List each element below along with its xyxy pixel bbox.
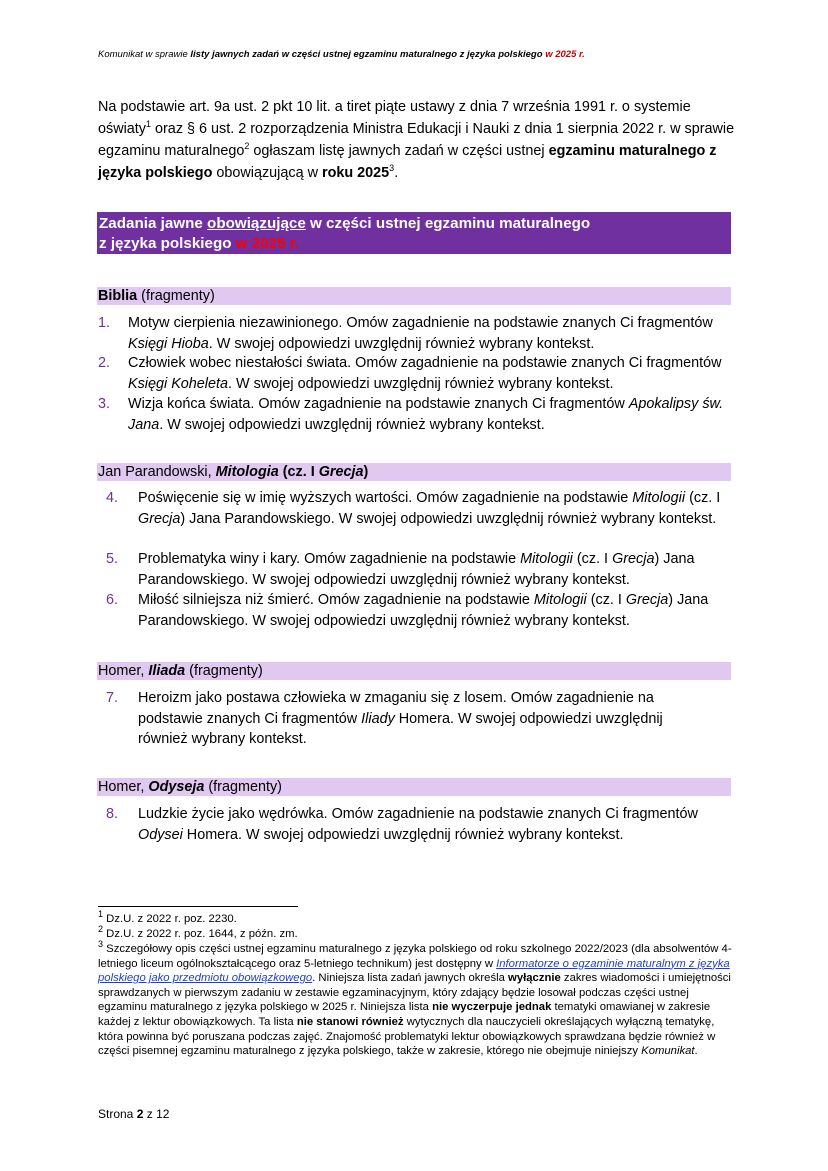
section-header-mitologia: Jan Parandowski, Mitologia (cz. I Grecja)	[97, 463, 731, 481]
informator-link[interactable]: Informatorze o egzaminie maturalnym z języka polskiego jako przedmiotu obowiązkowego	[98, 957, 730, 985]
footnote-divider	[98, 906, 298, 907]
section-header-iliada: Homer, Iliada (fragmenty)	[97, 662, 731, 680]
section-header-biblia: Biblia (fragmenty)	[97, 287, 731, 305]
page-number: Strona 2 z 12	[98, 1107, 170, 1121]
page-header: Komunikat w sprawie listy jawnych zadań w części ustnej egzaminu maturalnego z języka polskiego w 2025 r.	[98, 49, 585, 60]
intro-paragraph: Na podstawie art. 9a ust. 2 pkt 10 lit. a tiret piąte ustawy z dnia 7 września 1991 r. o systemie oświaty$^1$ oraz § 6 ust. 2 rozporządzenia Ministra Edukacji i Nauki z dnia 1 sierpnia 2022 r. w sprawie egzaminu maturalnego$^2$ ogłaszam listę jawnych zadań w części ustnej egzaminu maturalnego z języka polskiego obowiązującą w roku 2025$^3$.	[98, 99, 735, 181]
footnote-1: $^1$ Dz.U. z 2022 r. poz. 2230.	[98, 909, 237, 925]
section-header-odyseja: Homer, Odyseja (fragmenty)	[97, 778, 731, 796]
footnote-2: $^2$ Dz.U. z 2022 r. poz. 1644, z późn. zm.	[98, 924, 298, 940]
tasks-title-banner: Zadania jawne obowiązujące w części ustnej egzaminu maturalnego z języka polskiego w 2025 r.	[97, 212, 731, 254]
footnote-3: $^3$ Szczegółowy opis części ustnej egzaminu maturalnego z języka polskiego od roku szkolnego 2022/2023 (dla absolwentów 4-letniego liceum ogólnokształcącego oraz 5-letniego technikum) jest dostępny w Informatorze o egzaminie maturalnym z języka polskiego jako przedmiotu obowiązkowego. Niniejsza lista zadań jawnych określa wyłącznie zakres wiadomości i umiejętności sprawdzanych w pierwszym zadaniu w zestawie egzaminacyjnym, który zdający będzie losował podczas części ustnej egzaminu maturalnego z języka polskiego w 2025 r. Niniejsza lista nie wyczerpuje jednak tematyki omawianej w zakresie każdej z lektur obowiązkowych. Ta lista nie stanowi również wytycznych dla nauczycieli określających wyłączną tematykę, która powinna być poruszana podczas zajęć. Znajomość problematyki lektur obowiązkowych sprawdzana będzie również w części pisemnej egzaminu maturalnego z języka polskiego, także w zakresie, którego nie obejmuje niniejszy Komunikat.	[98, 939, 732, 1058]
